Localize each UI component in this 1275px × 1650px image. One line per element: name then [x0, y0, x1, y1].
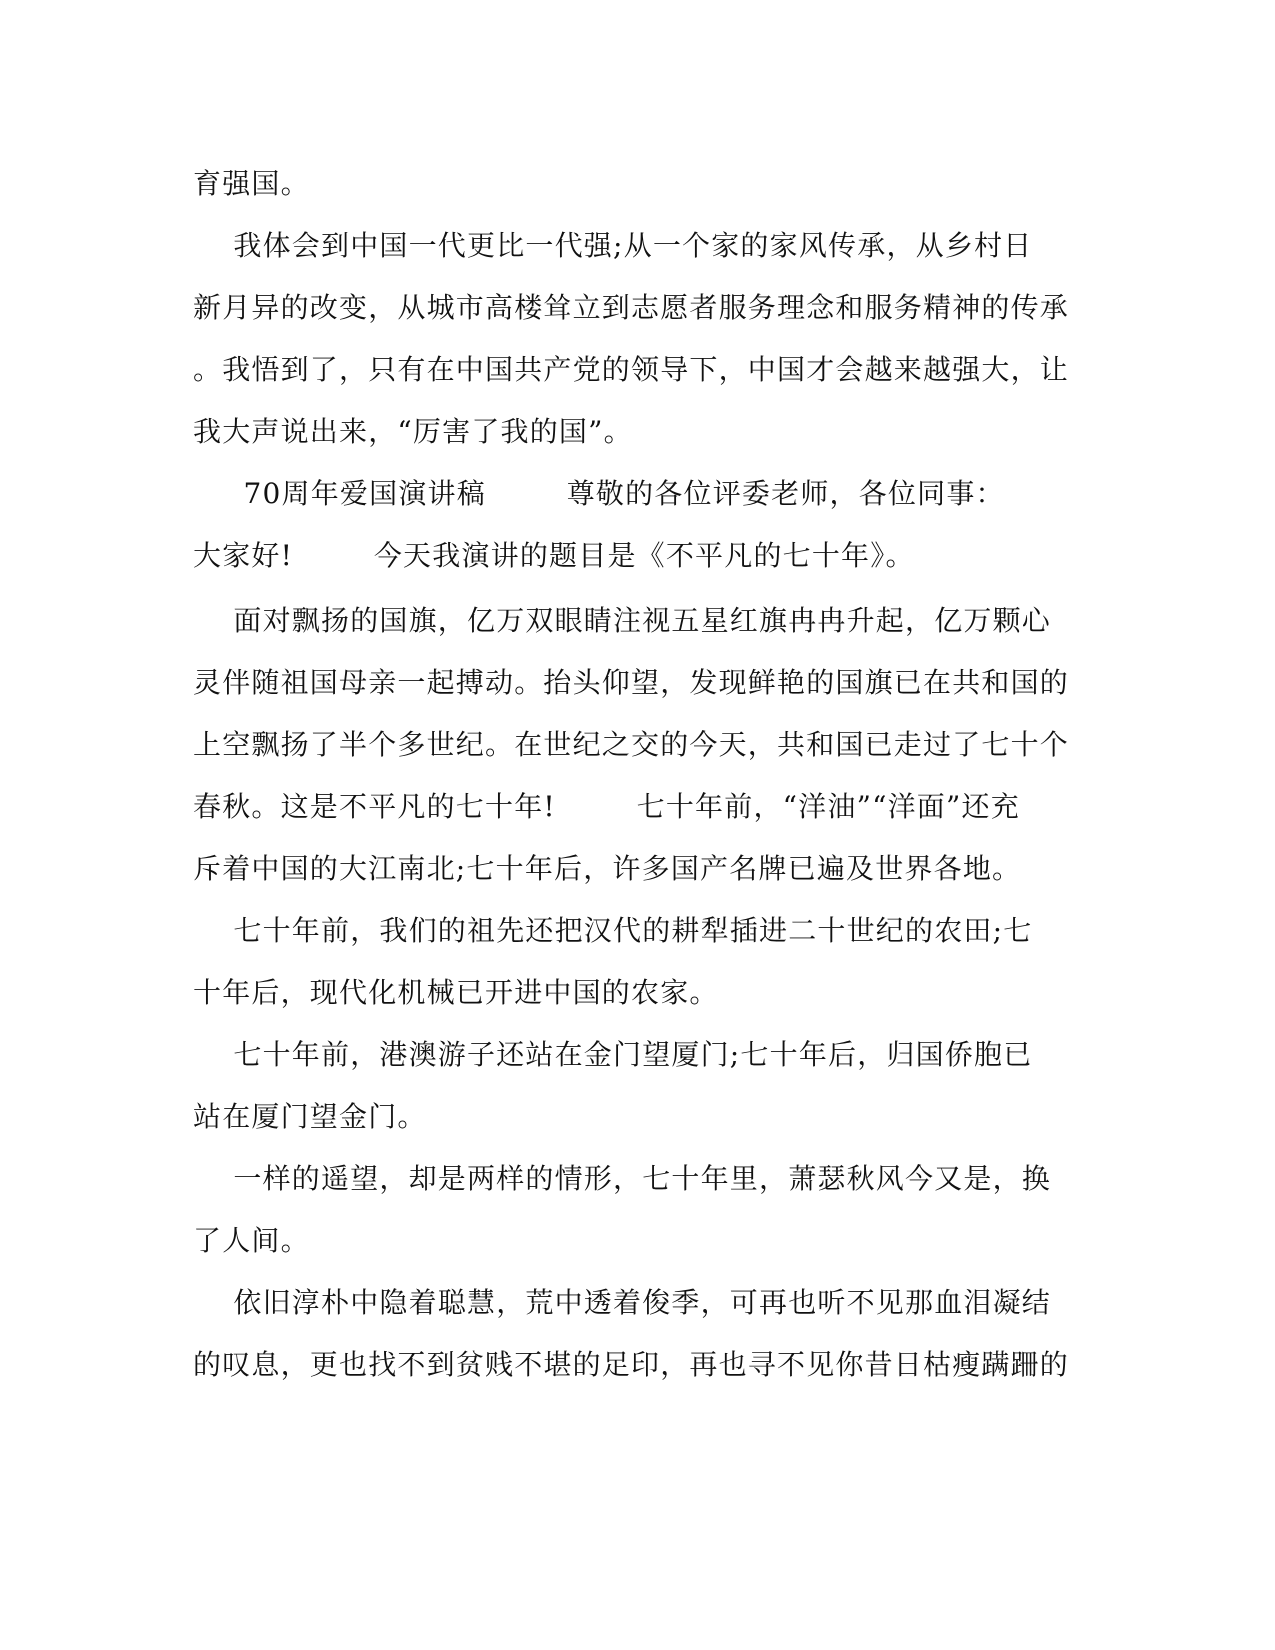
text-line: 七十年前，港澳游子还站在金门望厦门;七十年后，归国侨胞已 [193, 1038, 1033, 1071]
text-line: 大家好! 今天我演讲的题目是《不平凡的七十年》。 [193, 539, 915, 572]
text-line: 依旧淳朴中隐着聪慧，荒中透着俊季，可再也听不见那血泪凝结 [193, 1286, 1052, 1319]
text-line: 。我悟到了，只有在中国共产党的领导下，中国才会越来越强大，让 [193, 353, 1070, 386]
text-line: 一样的遥望，却是两样的情形，七十年里，萧瑟秋风今又是，换 [193, 1162, 1052, 1195]
text-line: 新月异的改变，从城市高楼耸立到志愿者服务理念和服务精神的传承 [193, 291, 1070, 324]
text-line: 春秋。这是不平凡的七十年! 七十年前，“洋油”“洋面”还充 [193, 790, 1020, 823]
text-line: 斥着中国的大江南北;七十年后，许多国产名牌已遍及世界各地。 [193, 852, 1022, 885]
text-line: 我体会到中国一代更比一代强;从一个家的家风传承，从乡村日 [193, 229, 1033, 262]
text-line: 的叹息，更也找不到贫贱不堪的足印，再也寻不见你昔日枯瘦蹒跚的 [193, 1348, 1070, 1381]
text-line: 了人间。 [193, 1224, 310, 1257]
speech-title-line: 70周年爱国演讲稿 尊敬的各位评委老师，各位同事： [193, 477, 1005, 510]
text-line: 上空飘扬了半个多世纪。在世纪之交的今天，共和国已走过了七十个 [193, 728, 1070, 761]
text-line: 站在厦门望金门。 [193, 1100, 427, 1133]
text-line: 灵伴随祖国母亲一起搏动。抬头仰望，发现鲜艳的国旗已在共和国的 [193, 666, 1070, 699]
text-line: 七十年前，我们的祖先还把汉代的耕犁插进二十世纪的农田;七 [193, 914, 1033, 947]
text-line: 十年后，现代化机械已开进中国的农家。 [193, 976, 719, 1009]
text-line: 面对飘扬的国旗，亿万双眼睛注视五星红旗冉冉升起，亿万颗心 [193, 604, 1052, 637]
text-line: 育强国。 [193, 167, 310, 200]
text-line: 我大声说出来，“厉害了我的国”。 [193, 415, 633, 448]
